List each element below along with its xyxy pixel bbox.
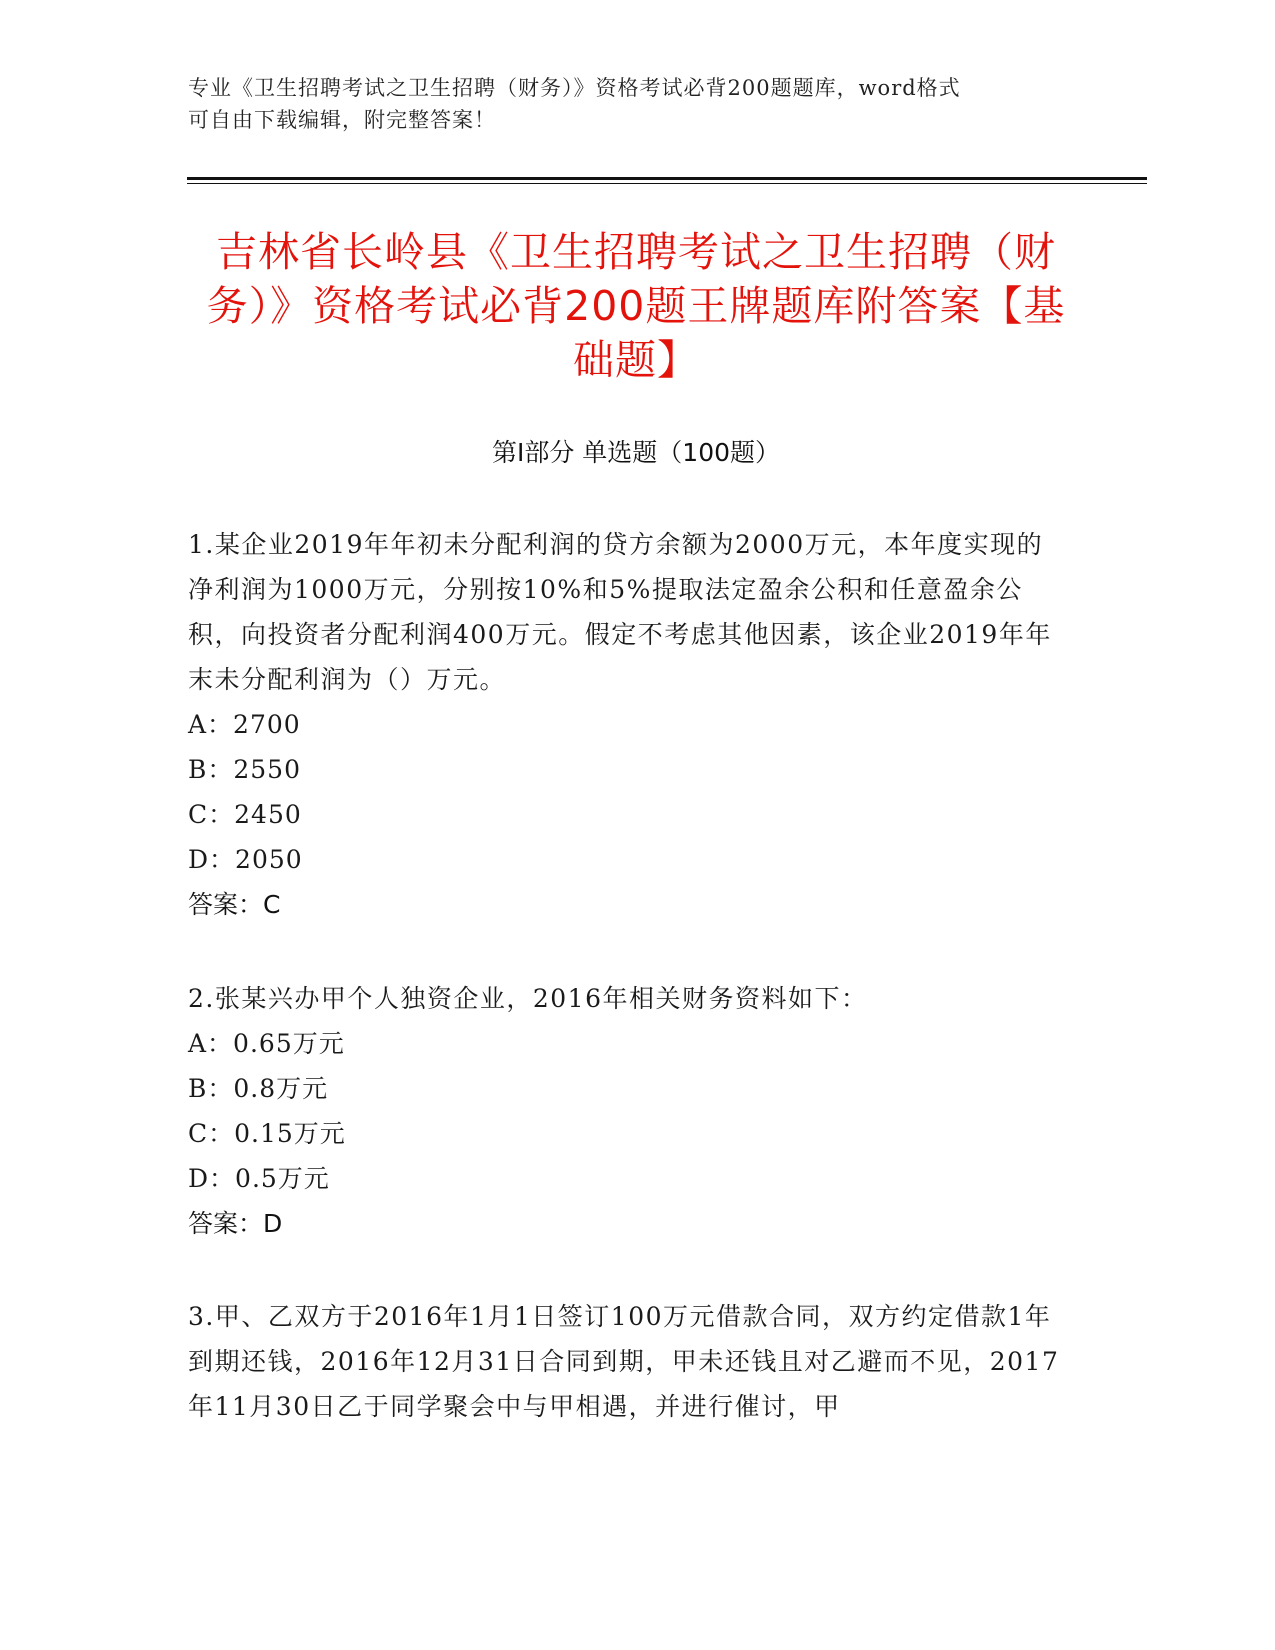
- option-c: C：0.15万元: [188, 1119, 346, 1148]
- option-b: B：0.8万元: [188, 1074, 329, 1103]
- header-divider-thick: [187, 177, 1147, 180]
- header-note-line-1: 专业《卫生招聘考试之卫生招聘（财务）》资格考试必背200题题库，word格式: [188, 76, 961, 100]
- question-stem: 1.某企业2019年年初未分配利润的贷方余额为2000万元，本年度实现的净利润为1000万元，分别按10%和5%提取法定盈余公积和任意盈余公积，向投资者分配利润400万元。假定不考虑其他因素，该企业2019年年末未分配利润为（）万元。: [188, 530, 1052, 694]
- option-a: A：2700: [188, 710, 301, 739]
- option-a: A：0.65万元: [188, 1029, 345, 1058]
- question-stem: 3.甲、乙双方于2016年1月1日签订100万元借款合同，双方约定借款1年到期还钱，2016年12月31日合同到期，甲未还钱且对乙避而不见，2017年11月30日乙于同学聚会中与甲相遇，并进行催讨，甲: [188, 1302, 1060, 1421]
- question-1: [188, 522, 1068, 927]
- document-title: 吉林省长岭县《卫生招聘考试之卫生招聘（财务）》资格考试必背200题王牌题库附答案【基础题】: [206, 228, 1066, 384]
- question-2: [188, 976, 1068, 1246]
- answer: 答案：D: [188, 1209, 283, 1238]
- section-title: 第Ⅰ部分 单选题（100题）: [491, 438, 781, 467]
- option-d: D：0.5万元: [188, 1164, 330, 1193]
- answer: 答案：C: [188, 890, 281, 919]
- option-c: C：2450: [188, 800, 302, 829]
- header-note-line-2: 可自由下载编辑，附完整答案！: [188, 108, 496, 132]
- header-note: [188, 72, 1068, 136]
- option-b: B：2550: [188, 755, 301, 784]
- option-d: D：2050: [188, 845, 303, 874]
- header-divider-thin: [187, 183, 1147, 184]
- question-3: [188, 1294, 1068, 1429]
- question-stem: 2.张某兴办甲个人独资企业，2016年相关财务资料如下：: [188, 984, 868, 1013]
